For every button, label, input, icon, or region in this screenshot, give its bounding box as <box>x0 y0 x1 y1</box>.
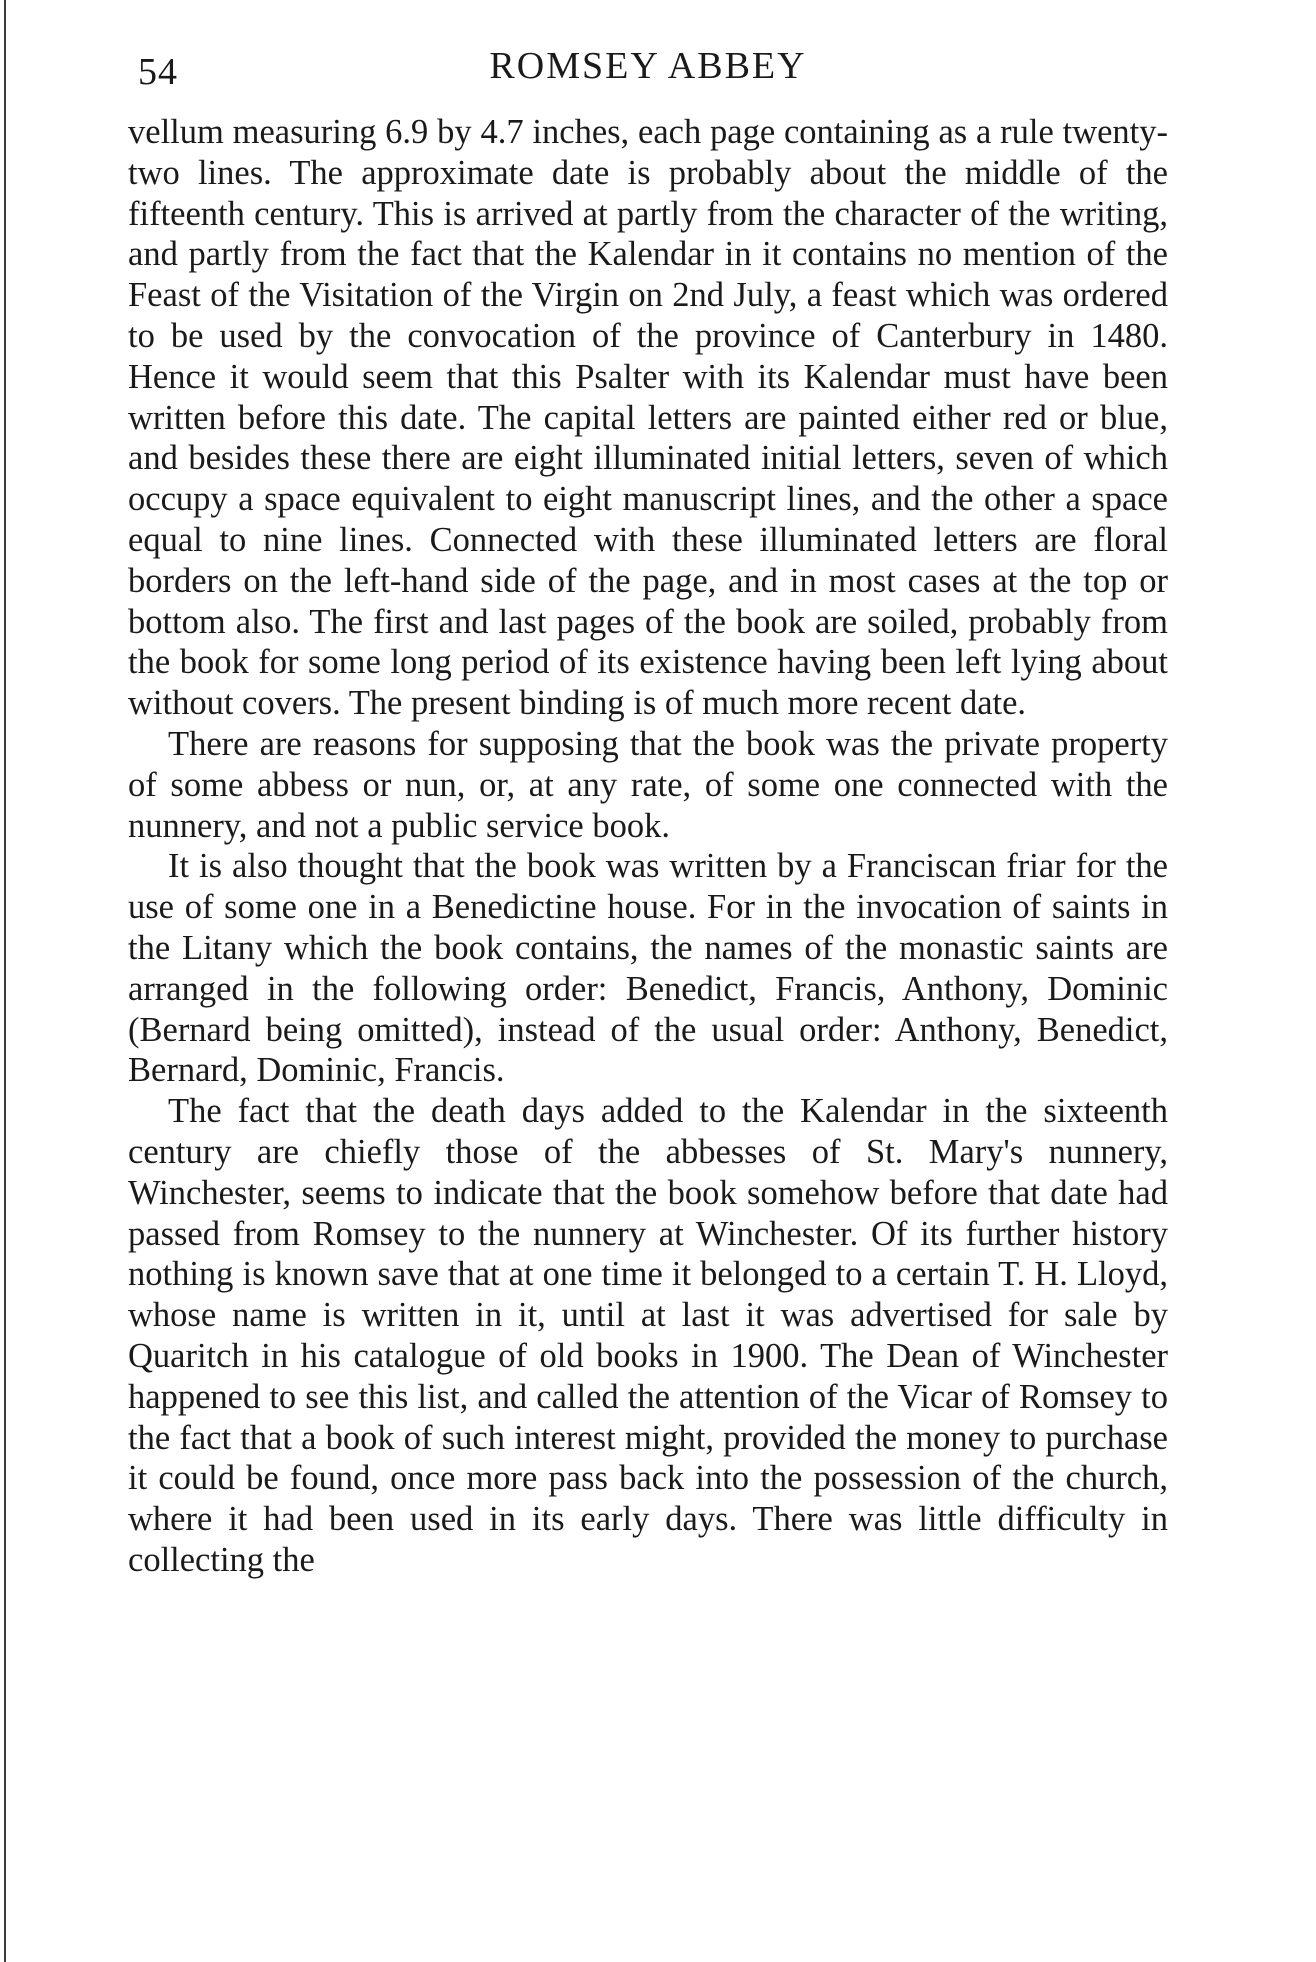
paragraph-1: vellum measuring 6.9 by 4.7 inches, each page containing as a rule twenty-two lines. The approximate date is probably about the middle of the fifteenth century. This is arrived at partly from the character of the writing, and partly from the fact that the Kalendar in it contains no mention of the Feast of the Visitation of the Virgin on 2nd July, a feast which was ordered to be used by the convocation of the province of Canterbury in 1480. Hence it would seem that this Psalter with its Kalendar must have been written before this date. The capital letters are painted either red or blue, and besides these there are eight illuminated initial letters, seven of which occupy a space equivalent to eight manuscript lines, and the other a space equal to nine lines. Connected with these illuminated letters are floral borders on the left-hand side of the page, and in most cases at the top or bottom also. The first and last pages of the book are soiled, probably from the book for some long period of its existence having been left lying about without covers. The present binding is of much more recent date. <box>128 113 1168 723</box>
page-number: 54 <box>138 51 178 93</box>
paragraph-3: It is also thought that the book was written by a Franciscan friar for the use of some one in a Benedictine house. For in the invocation of saints in the Litany which the book contains, the names of the monastic saints are arranged in the following order: Benedict, Francis, Anthony, Dominic (Bernard being omitted), instead of the usual order: Anthony, Benedict, Bernard, Dominic, Francis. <box>128 847 1168 1090</box>
paragraph-4: The fact that the death days added to the Kalendar in the sixteenth century are chiefly those of the abbesses of St. Mary's nunnery, Winchester, seems to indicate that the book somehow before that date had passed from Romsey to the nunnery at Winchester. Of its further history nothing is known save that at one time it belonged to a certain T. H. Lloyd, whose name is written in it, until at last it was advertised for sale by Quaritch in his catalogue of old books in 1900. The Dean of Winchester happened to see this list, and called the attention of the Vicar of Romsey to the fact that a book of such interest might, provided the money to purchase it could be found, once more pass back into the possession of the church, where it had been used in its early days. There was little difficulty in collecting the <box>128 1092 1168 1579</box>
body-text <box>128 112 1168 1581</box>
binding-edge <box>4 0 6 1962</box>
running-title: ROMSEY ABBEY <box>489 45 807 87</box>
paragraph-2: There are reasons for supposing that the book was the private property of some abbess or nun, or, at any rate, of some one connected with the nunnery, and not a public service book. <box>128 724 1168 845</box>
running-head <box>128 40 1168 100</box>
